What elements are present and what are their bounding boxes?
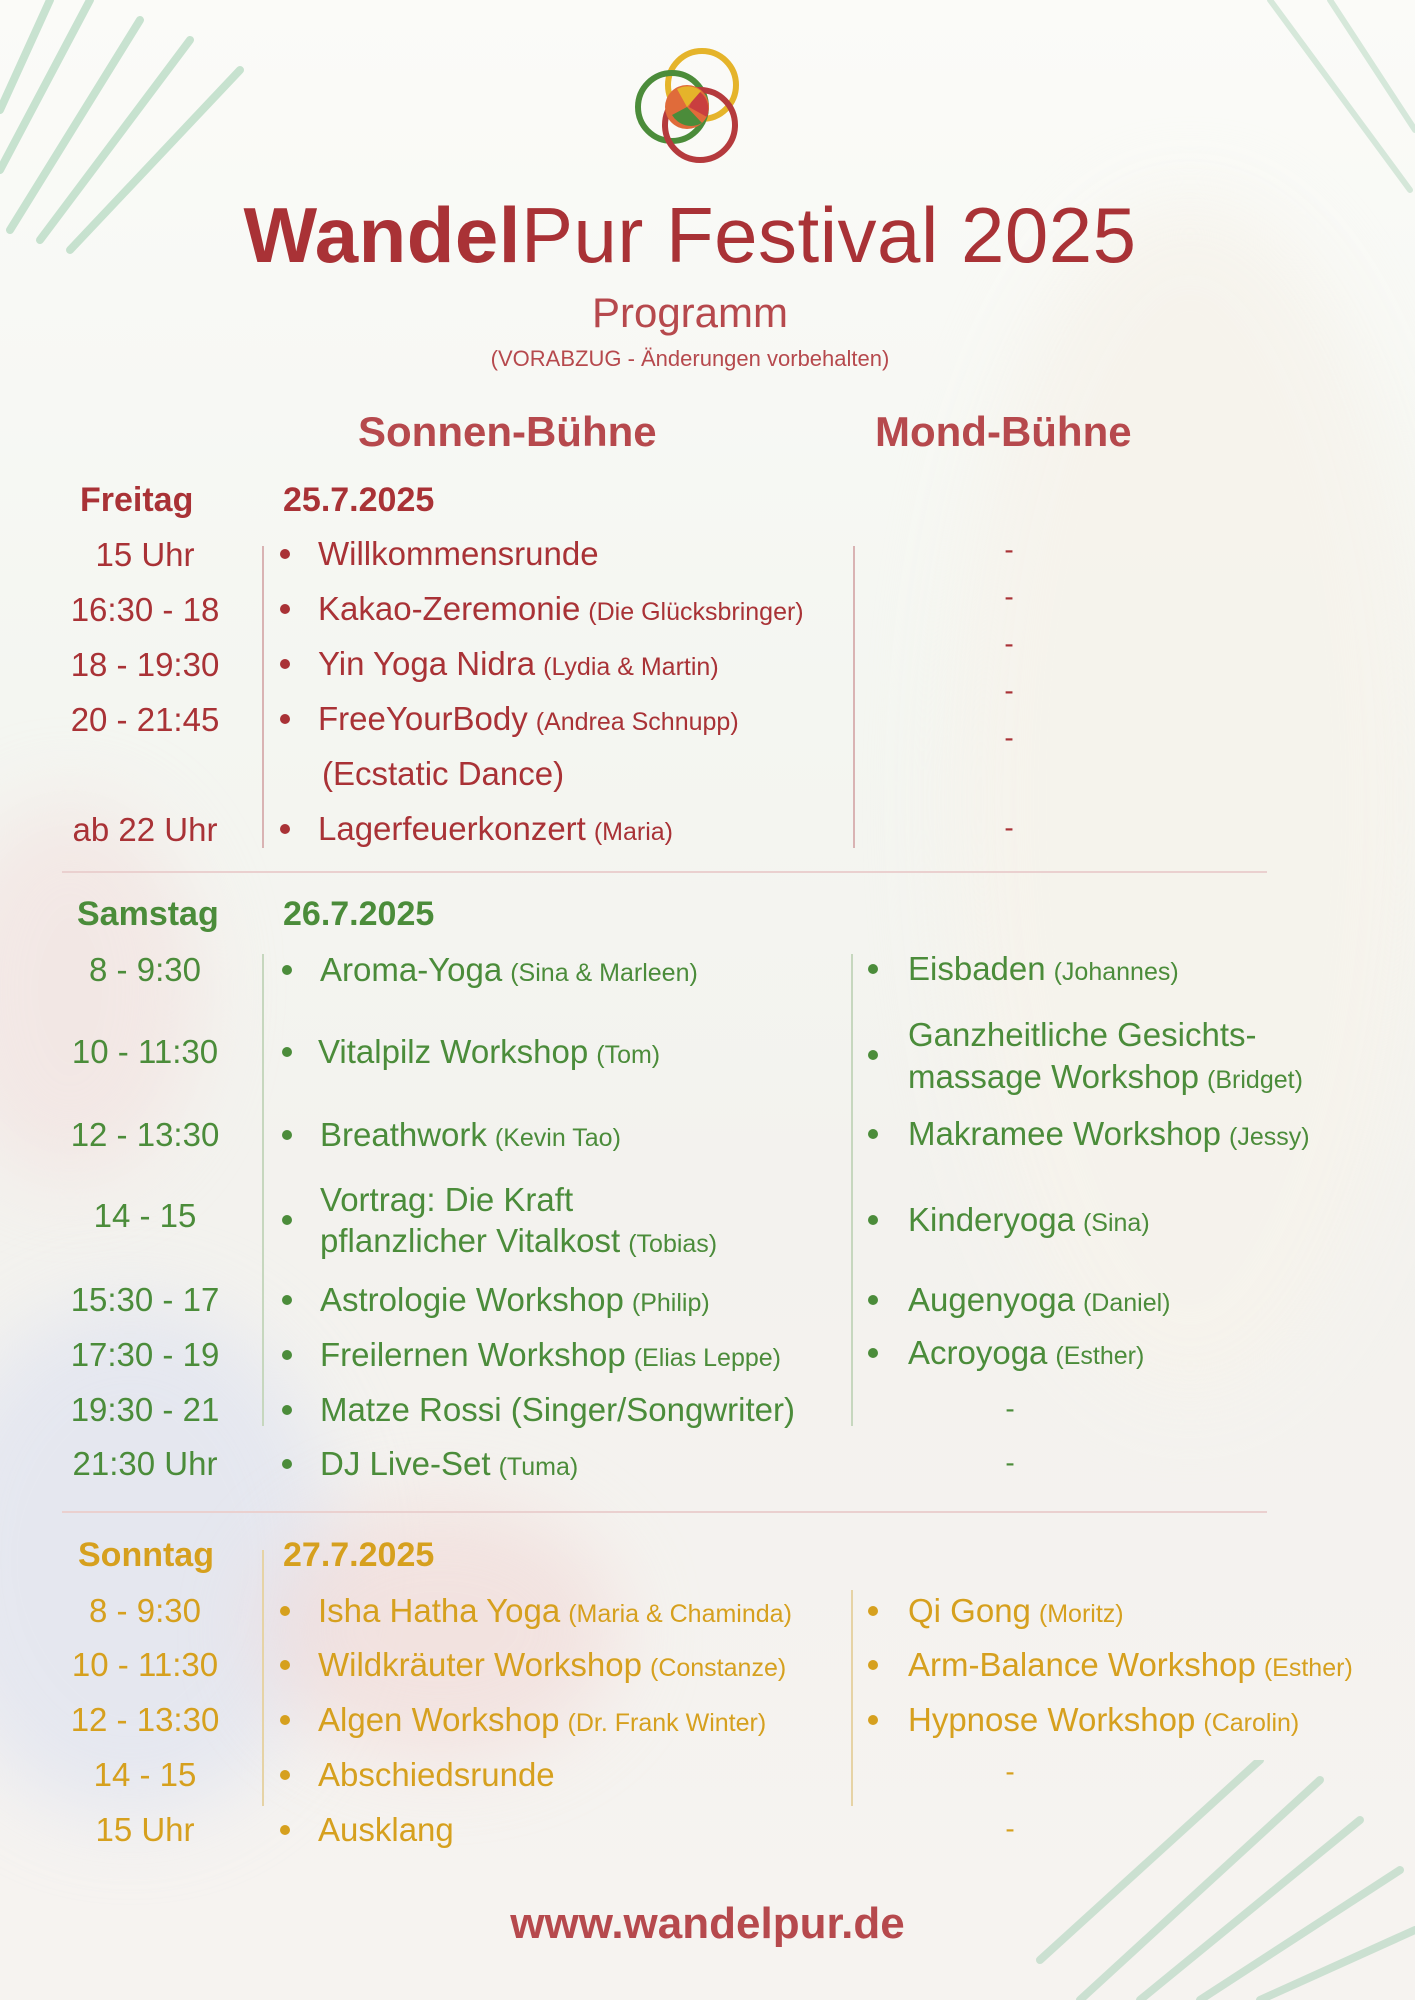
time-slot: 15 Uhr [95,536,195,573]
program-item: Vitalpilz Workshop (Tom) [282,1031,660,1076]
stage-heading-moon: Mond-Bühne [875,408,1132,455]
program-item: Matze Rossi (Singer/Songwriter) [282,1389,795,1431]
website-link[interactable]: www.wandelpur.de [510,1899,905,1948]
program-item-moon: Kinderyoga (Sina) [868,1199,1150,1244]
time-slot: 10 - 11:30 [71,1033,219,1070]
stage-heading-sun: Sonnen-Bühne [358,408,657,455]
program-item-moon: Qi Gong (Moritz) [868,1590,1124,1635]
day-label-friday: Freitag [80,481,194,519]
program-item: Abschiedsrunde [280,1754,555,1796]
program-item: DJ Live-Set (Tuma) [282,1443,578,1488]
time-slot: 8 - 9:30 [89,1592,201,1629]
time-slot: 15:30 - 17 [70,1281,220,1318]
time-slot: 21:30 Uhr [72,1445,218,1482]
time-slot: 14 - 15 [93,1197,197,1234]
day-label-saturday: Samstag [77,895,219,933]
time-slot: 14 - 15 [93,1756,197,1793]
time-slot: 12 - 13:30 [70,1116,220,1153]
program-item-moon: Arm-Balance Workshop (Esther) [868,1644,1353,1689]
date-saturday: 26.7.2025 [283,895,435,933]
program-item: Kakao-Zeremonie (Die Glücksbringer) [280,588,804,633]
program-item: Vortrag: Die Kraft [282,1179,573,1221]
empty-slot-dash: - [1004,812,1014,843]
section-divider [62,871,1267,873]
time-slot: 8 - 9:30 [89,951,201,988]
divider-sunday-right [851,1590,853,1806]
empty-slot-dash: - [1004,534,1014,565]
time-slot: 18 - 19:30 [70,646,220,683]
title-rest: Pur Festival 2025 [520,191,1137,279]
empty-slot-dash: - [1004,581,1014,612]
section-divider [62,1511,1267,1513]
empty-slot-dash: - [1005,1756,1015,1787]
time-slot: ab 22 Uhr [72,811,218,848]
program-item: Algen Workshop (Dr. Frank Winter) [280,1699,766,1744]
program-item: Yin Yoga Nidra (Lydia & Martin) [280,643,719,688]
program-item-continuation: (Ecstatic Dance) [322,755,565,792]
palm-leaf-top-right [1210,0,1415,200]
program-item-moon: Hypnose Workshop (Carolin) [868,1699,1299,1744]
date-friday: 25.7.2025 [283,481,435,519]
festival-logo [627,45,752,170]
time-slot: 12 - 13:30 [70,1701,220,1738]
divider-sunday-left [262,1550,264,1806]
time-slot: 10 - 11:30 [71,1646,219,1683]
time-slot: 16:30 - 18 [70,591,220,628]
program-item-moon: Eisbaden (Johannes) [868,948,1179,993]
empty-slot-dash: - [1004,628,1014,659]
time-slot: 15 Uhr [95,1811,195,1848]
draft-note: (VORABZUG - Änderungen vorbehalten) [490,346,890,371]
program-item: Breathwork (Kevin Tao) [282,1114,621,1159]
title-bold: Wandel [243,191,521,279]
program-item: FreeYourBody (Andrea Schnupp) [280,698,739,743]
program-item: Wildkräuter Workshop (Constanze) [280,1644,786,1689]
program-item-moon: Augenyoga (Daniel) [868,1279,1171,1324]
day-label-sunday: Sonntag [78,1536,214,1574]
program-item: Astrologie Workshop (Philip) [282,1279,710,1324]
palm-leaf-bottom-right [1020,1760,1415,2000]
program-subtitle: Programm [591,289,789,336]
time-slot: 19:30 - 21 [70,1391,220,1428]
empty-slot-dash: - [1005,1813,1015,1844]
divider-saturday-right [851,954,853,1426]
time-slot: 20 - 21:45 [70,701,220,738]
empty-slot-dash: - [1005,1447,1015,1478]
program-item: Lagerfeuerkonzert (Maria) [280,808,673,853]
empty-slot-dash: - [1004,675,1014,706]
program-item: Aroma-Yoga (Sina & Marleen) [282,949,698,994]
program-item: Freilernen Workshop (Elias Leppe) [282,1334,781,1379]
empty-slot-dash: - [1005,1393,1015,1424]
program-item: Ausklang [280,1809,454,1851]
program-item-moon-continuation: massage Workshop (Bridget) [908,1058,1303,1095]
festival-title [0,190,1380,280]
program-item-moon: Ganzheitliche Gesichts- [868,1014,1256,1056]
program-item-moon: Makramee Workshop (Jessy) [868,1113,1310,1158]
program-item-continuation: pflanzlicher Vitalkost (Tobias) [320,1222,718,1259]
program-item: Willkommensrunde [280,533,599,575]
date-sunday: 27.7.2025 [283,1536,435,1574]
program-item-moon: Acroyoga (Esther) [868,1332,1144,1377]
time-slot: 17:30 - 19 [70,1336,220,1373]
divider-saturday-left [262,954,264,1426]
empty-slot-dash: - [1004,722,1014,753]
divider-friday-left [262,546,264,848]
divider-friday-right [853,546,855,848]
program-item: Isha Hatha Yoga (Maria & Chaminda) [280,1590,792,1635]
